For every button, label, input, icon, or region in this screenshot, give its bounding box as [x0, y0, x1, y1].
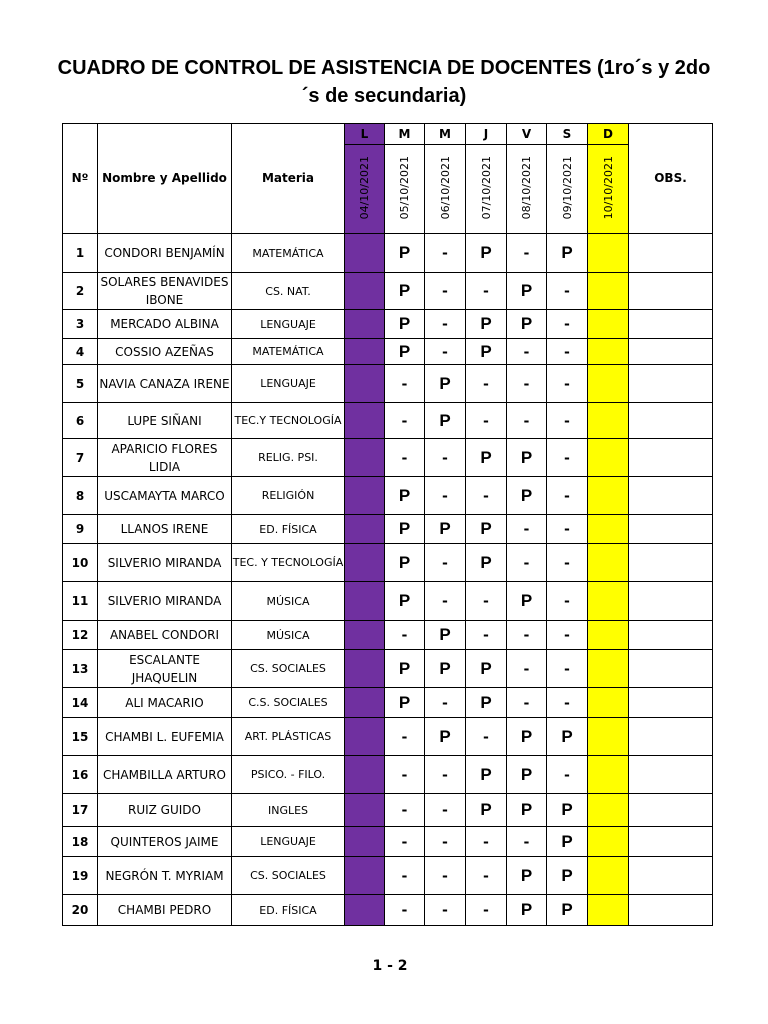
attendance-mark [588, 544, 629, 582]
observation-cell [629, 439, 713, 477]
attendance-mark: P [385, 477, 425, 515]
attendance-mark [588, 234, 629, 273]
observation-cell [629, 403, 713, 439]
attendance-mark: P [507, 857, 547, 895]
attendance-mark: - [385, 794, 425, 827]
attendance-mark: P [385, 544, 425, 582]
header-date-text: 06/10/2021 [438, 155, 452, 220]
table-header [63, 124, 713, 234]
header-date [588, 145, 629, 234]
document-title [40, 54, 728, 110]
attendance-mark [345, 515, 385, 544]
header-date-text: 08/10/2021 [520, 155, 533, 220]
subject-name: MÚSICA [232, 621, 345, 650]
attendance-mark: P [385, 515, 425, 544]
table-row [63, 544, 713, 582]
attendance-mark: P [507, 310, 547, 339]
header-date-text: 04/10/2021 [358, 155, 371, 220]
row-number: 9 [63, 515, 98, 544]
attendance-mark: P [466, 650, 507, 688]
table-row [63, 582, 713, 621]
attendance-mark: - [466, 718, 507, 756]
attendance-mark: - [425, 895, 466, 926]
attendance-mark: P [466, 515, 507, 544]
table-body [63, 234, 713, 926]
header-day-letter: M [425, 124, 466, 145]
attendance-mark: - [547, 582, 588, 621]
attendance-mark: - [425, 273, 466, 310]
attendance-mark [345, 310, 385, 339]
observation-cell [629, 827, 713, 857]
subject-name: LENGUAJE [232, 310, 345, 339]
attendance-mark: P [385, 310, 425, 339]
header-date-text: 05/10/2021 [398, 155, 411, 220]
attendance-mark: - [507, 403, 547, 439]
table-row [63, 895, 713, 926]
attendance-mark: P [507, 477, 547, 515]
attendance-mark: - [425, 827, 466, 857]
header-day-letter: J [466, 124, 507, 145]
attendance-mark [345, 895, 385, 926]
attendance-mark [345, 339, 385, 365]
teacher-name: SILVERIO MIRANDA [98, 582, 232, 621]
attendance-mark: P [466, 439, 507, 477]
attendance-mark [345, 857, 385, 895]
row-number: 17 [63, 794, 98, 827]
attendance-mark: P [425, 403, 466, 439]
attendance-mark: - [385, 827, 425, 857]
attendance-mark: - [547, 439, 588, 477]
table-row [63, 234, 713, 273]
attendance-mark: - [466, 895, 507, 926]
attendance-mark [345, 756, 385, 794]
attendance-mark [588, 477, 629, 515]
attendance-mark: P [385, 582, 425, 621]
table-row [63, 339, 713, 365]
table-row [63, 794, 713, 827]
attendance-mark: - [507, 365, 547, 403]
attendance-mark: P [507, 756, 547, 794]
attendance-mark [588, 403, 629, 439]
observation-cell [629, 756, 713, 794]
attendance-mark: - [385, 439, 425, 477]
attendance-mark: - [466, 582, 507, 621]
observation-cell [629, 515, 713, 544]
attendance-mark: - [425, 756, 466, 794]
attendance-mark: - [547, 477, 588, 515]
subject-name: CS. NAT. [232, 273, 345, 310]
attendance-mark: P [385, 650, 425, 688]
subject-name: LENGUAJE [232, 365, 345, 403]
teacher-name: ALI MACARIO [98, 688, 232, 718]
teacher-name: CHAMBI L. EUFEMIA [98, 718, 232, 756]
attendance-table [62, 123, 713, 926]
observation-cell [629, 477, 713, 515]
row-number: 14 [63, 688, 98, 718]
subject-name: TEC. Y TECNOLOGÍA [232, 544, 345, 582]
attendance-mark: P [547, 794, 588, 827]
table-row [63, 756, 713, 794]
attendance-mark: P [507, 718, 547, 756]
table-row [63, 621, 713, 650]
attendance-mark: - [385, 756, 425, 794]
attendance-mark: - [507, 827, 547, 857]
row-number: 2 [63, 273, 98, 310]
attendance-mark: - [466, 621, 507, 650]
attendance-mark: - [547, 365, 588, 403]
row-number: 10 [63, 544, 98, 582]
teacher-name: ANABEL CONDORI [98, 621, 232, 650]
attendance-mark: P [425, 365, 466, 403]
row-number: 13 [63, 650, 98, 688]
attendance-mark: P [466, 544, 507, 582]
header-subject: Materia [232, 124, 345, 234]
observation-cell [629, 857, 713, 895]
attendance-mark [588, 857, 629, 895]
attendance-mark [345, 827, 385, 857]
subject-name: C.S. SOCIALES [232, 688, 345, 718]
teacher-name: CONDORI BENJAMÍN [98, 234, 232, 273]
row-number: 18 [63, 827, 98, 857]
attendance-mark: - [385, 718, 425, 756]
observation-cell [629, 234, 713, 273]
row-number: 12 [63, 621, 98, 650]
attendance-mark: P [466, 234, 507, 273]
attendance-mark: P [547, 718, 588, 756]
attendance-mark [588, 756, 629, 794]
attendance-mark [588, 827, 629, 857]
header-day-letter: M [385, 124, 425, 145]
attendance-mark [588, 621, 629, 650]
header-date [507, 145, 547, 234]
page-number: 1 - 2 [372, 958, 408, 974]
observation-cell [629, 688, 713, 718]
attendance-mark: - [547, 650, 588, 688]
subject-name: CS. SOCIALES [232, 857, 345, 895]
attendance-mark [345, 544, 385, 582]
attendance-mark: P [385, 273, 425, 310]
attendance-mark [345, 650, 385, 688]
attendance-mark [345, 794, 385, 827]
teacher-name: COSSIO AZEÑAS [98, 339, 232, 365]
attendance-mark [345, 365, 385, 403]
attendance-mark: - [466, 273, 507, 310]
teacher-name: LLANOS IRENE [98, 515, 232, 544]
subject-name: CS. SOCIALES [232, 650, 345, 688]
attendance-mark [345, 688, 385, 718]
attendance-mark: - [466, 827, 507, 857]
attendance-mark: P [507, 439, 547, 477]
attendance-mark: P [547, 895, 588, 926]
header-day-letter: V [507, 124, 547, 145]
header-obs: OBS. [629, 124, 713, 234]
header-day-letter: S [547, 124, 588, 145]
attendance-mark: - [547, 310, 588, 339]
attendance-mark [588, 718, 629, 756]
attendance-mark: - [547, 756, 588, 794]
attendance-mark [345, 403, 385, 439]
subject-name: RELIG. PSI. [232, 439, 345, 477]
table-row [63, 439, 713, 477]
attendance-mark: P [547, 857, 588, 895]
attendance-mark: - [425, 439, 466, 477]
attendance-mark [588, 688, 629, 718]
table-row [63, 515, 713, 544]
attendance-mark: - [547, 621, 588, 650]
table-row [63, 477, 713, 515]
table-row [63, 688, 713, 718]
attendance-mark: - [425, 794, 466, 827]
table-row [63, 403, 713, 439]
header-date-text: 09/10/2021 [560, 155, 574, 220]
row-number: 6 [63, 403, 98, 439]
header-date-text: 07/10/2021 [479, 155, 493, 220]
attendance-mark [588, 365, 629, 403]
attendance-mark: P [425, 621, 466, 650]
attendance-mark [588, 895, 629, 926]
subject-name: RELIGIÓN [232, 477, 345, 515]
teacher-name: SOLARES BENAVIDES IBONE [98, 273, 232, 310]
attendance-mark: P [466, 688, 507, 718]
attendance-mark: - [425, 234, 466, 273]
title-line-1: CUADRO DE CONTROL DE ASISTENCIA DE DOCENTES (1ro´s y 2do [57, 57, 711, 79]
observation-cell [629, 650, 713, 688]
header-day-letter: L [345, 124, 385, 145]
observation-cell [629, 895, 713, 926]
row-number: 8 [63, 477, 98, 515]
attendance-mark: - [385, 621, 425, 650]
header-date [385, 145, 425, 234]
observation-cell [629, 365, 713, 403]
attendance-mark: P [425, 718, 466, 756]
header-number: Nº [63, 124, 98, 234]
subject-name: PSICO. - FILO. [232, 756, 345, 794]
row-number: 5 [63, 365, 98, 403]
attendance-mark: - [425, 582, 466, 621]
attendance-mark: - [425, 310, 466, 339]
header-date-text: 10/10/2021 [601, 155, 615, 220]
attendance-mark [345, 582, 385, 621]
subject-name: MATEMÁTICA [232, 234, 345, 273]
attendance-mark [345, 718, 385, 756]
attendance-mark: P [466, 794, 507, 827]
row-number: 1 [63, 234, 98, 273]
observation-cell [629, 794, 713, 827]
attendance-mark [345, 439, 385, 477]
table-row [63, 365, 713, 403]
attendance-mark: - [385, 403, 425, 439]
attendance-mark: P [547, 827, 588, 857]
teacher-name: MERCADO ALBINA [98, 310, 232, 339]
attendance-mark: - [425, 688, 466, 718]
attendance-mark [588, 310, 629, 339]
attendance-mark: - [466, 365, 507, 403]
attendance-mark [345, 477, 385, 515]
row-number: 7 [63, 439, 98, 477]
teacher-name: USCAMAYTA MARCO [98, 477, 232, 515]
teacher-name: RUIZ GUIDO [98, 794, 232, 827]
attendance-mark: - [425, 544, 466, 582]
attendance-mark [588, 582, 629, 621]
row-number: 3 [63, 310, 98, 339]
teacher-name: NAVIA CANAZA IRENE [98, 365, 232, 403]
table-row [63, 718, 713, 756]
row-number: 11 [63, 582, 98, 621]
observation-cell [629, 582, 713, 621]
attendance-mark: P [507, 273, 547, 310]
subject-name: ART. PLÁSTICAS [232, 718, 345, 756]
table-row [63, 273, 713, 310]
subject-name: INGLES [232, 794, 345, 827]
teacher-name: QUINTEROS JAIME [98, 827, 232, 857]
table-row [63, 650, 713, 688]
attendance-mark: - [507, 515, 547, 544]
attendance-mark: P [466, 756, 507, 794]
header-date [466, 145, 507, 234]
attendance-mark: P [425, 515, 466, 544]
attendance-mark: - [425, 477, 466, 515]
teacher-name: ESCALANTE JHAQUELIN [98, 650, 232, 688]
teacher-name: CHAMBILLA ARTURO [98, 756, 232, 794]
table-row [63, 310, 713, 339]
observation-cell [629, 273, 713, 310]
attendance-mark: - [507, 650, 547, 688]
attendance-mark: P [507, 794, 547, 827]
attendance-mark: - [425, 339, 466, 365]
attendance-mark: - [385, 895, 425, 926]
subject-name: LENGUAJE [232, 827, 345, 857]
attendance-mark: - [466, 477, 507, 515]
attendance-mark: P [466, 339, 507, 365]
subject-name: MATEMÁTICA [232, 339, 345, 365]
header-date [345, 145, 385, 234]
teacher-name: LUPE SIÑANI [98, 403, 232, 439]
attendance-mark [588, 439, 629, 477]
row-number: 20 [63, 895, 98, 926]
attendance-mark: - [425, 857, 466, 895]
observation-cell [629, 544, 713, 582]
observation-cell [629, 718, 713, 756]
subject-name: ED. FÍSICA [232, 895, 345, 926]
attendance-mark: P [507, 582, 547, 621]
attendance-mark: - [507, 621, 547, 650]
attendance-mark [588, 339, 629, 365]
observation-cell [629, 310, 713, 339]
teacher-name: NEGRÓN T. MYRIAM [98, 857, 232, 895]
teacher-name: SILVERIO MIRANDA [98, 544, 232, 582]
attendance-mark: - [507, 234, 547, 273]
attendance-mark: - [385, 857, 425, 895]
attendance-mark: - [385, 365, 425, 403]
header-day-letter: D [588, 124, 629, 145]
attendance-mark: - [466, 403, 507, 439]
attendance-mark: - [547, 688, 588, 718]
attendance-mark: P [385, 688, 425, 718]
attendance-mark: - [547, 339, 588, 365]
attendance-mark: P [425, 650, 466, 688]
attendance-mark: - [466, 857, 507, 895]
attendance-mark: - [507, 688, 547, 718]
row-number: 15 [63, 718, 98, 756]
subject-name: MÚSICA [232, 582, 345, 621]
observation-cell [629, 339, 713, 365]
header-date [425, 145, 466, 234]
header-name: Nombre y Apellido [98, 124, 232, 234]
subject-name: TEC.Y TECNOLOGÍA [232, 403, 345, 439]
table-row [63, 857, 713, 895]
title-line-2: ´s de secundaria) [301, 85, 467, 107]
subject-name: ED. FÍSICA [232, 515, 345, 544]
attendance-mark: - [507, 339, 547, 365]
header-date [547, 145, 588, 234]
attendance-mark [345, 621, 385, 650]
attendance-mark: - [547, 544, 588, 582]
attendance-mark: - [547, 273, 588, 310]
attendance-mark [588, 515, 629, 544]
attendance-mark: P [385, 339, 425, 365]
teacher-name: CHAMBI PEDRO [98, 895, 232, 926]
teacher-name: APARICIO FLORES LIDIA [98, 439, 232, 477]
attendance-mark [345, 234, 385, 273]
attendance-mark: - [547, 403, 588, 439]
attendance-mark: P [547, 234, 588, 273]
attendance-mark: P [466, 310, 507, 339]
attendance-mark [345, 273, 385, 310]
attendance-mark [588, 650, 629, 688]
row-number: 19 [63, 857, 98, 895]
attendance-mark [588, 794, 629, 827]
attendance-mark [588, 273, 629, 310]
attendance-mark: P [507, 895, 547, 926]
observation-cell [629, 621, 713, 650]
table-row [63, 827, 713, 857]
row-number: 16 [63, 756, 98, 794]
attendance-mark: - [547, 515, 588, 544]
row-number: 4 [63, 339, 98, 365]
attendance-mark: - [507, 544, 547, 582]
attendance-mark: P [385, 234, 425, 273]
